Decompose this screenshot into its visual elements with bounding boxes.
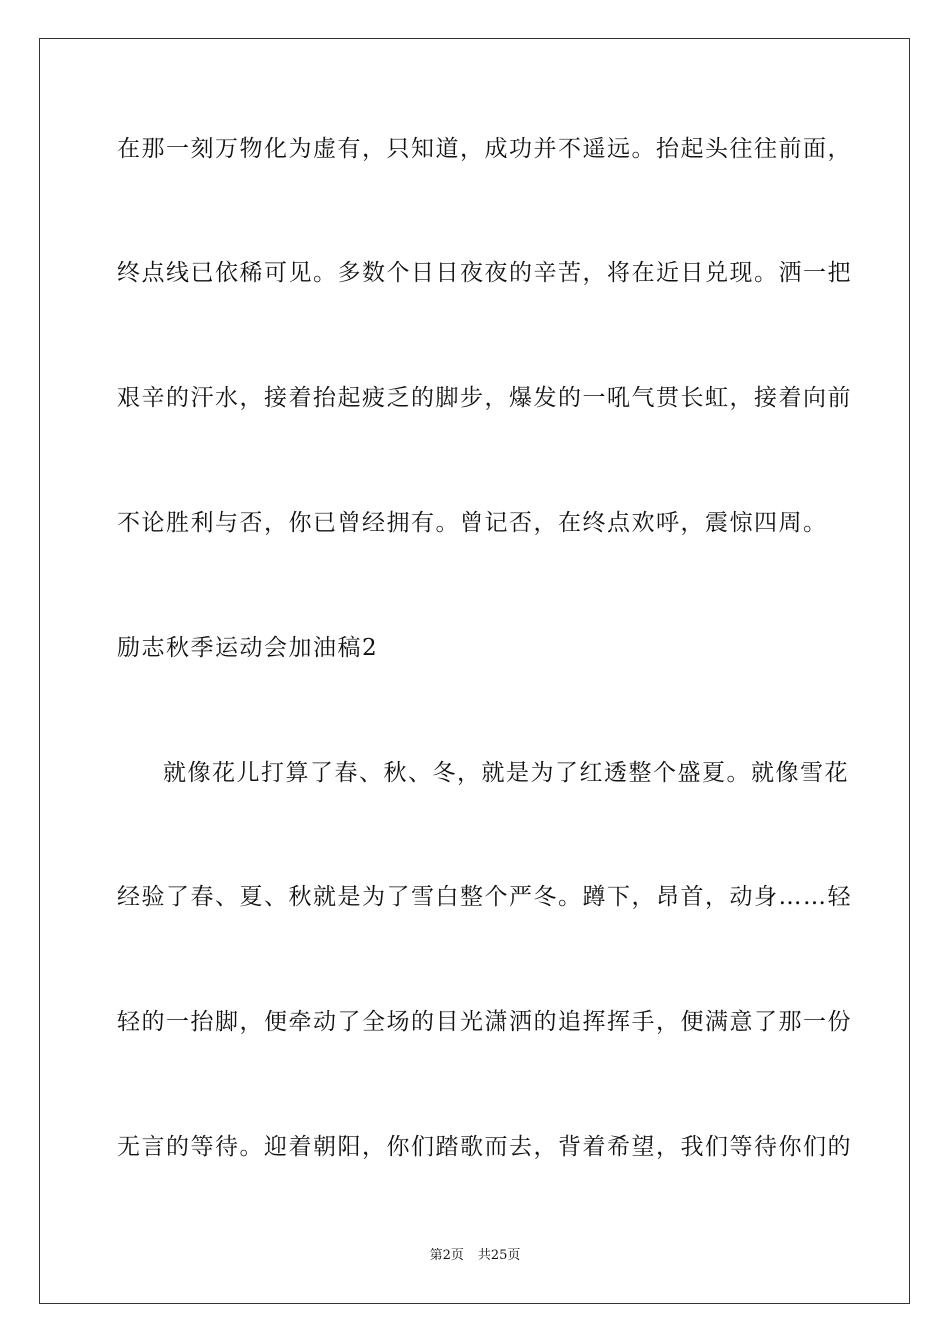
body-text-line: 就像花儿打算了春、秋、冬，就是为了红透整个盛夏。就像雪花 — [163, 760, 849, 786]
body-text-line: 艰辛的汗水，接着抬起疲乏的脚步，爆发的一吼气贯长虹，接着向前 — [117, 385, 852, 411]
page-number: 第2页 — [429, 1248, 464, 1263]
page-footer — [0, 1248, 950, 1264]
page-border — [39, 38, 910, 1304]
body-text-line: 终点线已依稀可见。多数个日日夜夜的辛苦，将在近日兑现。洒一把 — [117, 260, 852, 286]
body-text-line: 轻的一抬脚，便牵动了全场的目光潇洒的追挥挥手，便满意了那一份 — [117, 1009, 852, 1035]
body-text-line: 无言的等待。迎着朝阳，你们踏歌而去，背着希望，我们等待你们的 — [117, 1134, 852, 1160]
body-text-line: 经验了春、夏、秋就是为了雪白整个严冬。蹲下，昂首，动身……轻 — [117, 884, 852, 910]
section-title: 励志秋季运动会加油稿2 — [117, 635, 379, 661]
page-total: 共25页 — [477, 1248, 521, 1263]
body-text-line: 在那一刻万物化为虚有，只知道，成功并不遥远。抬起头往往前面， — [117, 136, 852, 162]
body-text-line: 不论胜利与否，你已曾经拥有。曾记否，在终点欢呼，震惊四周。 — [117, 510, 828, 536]
